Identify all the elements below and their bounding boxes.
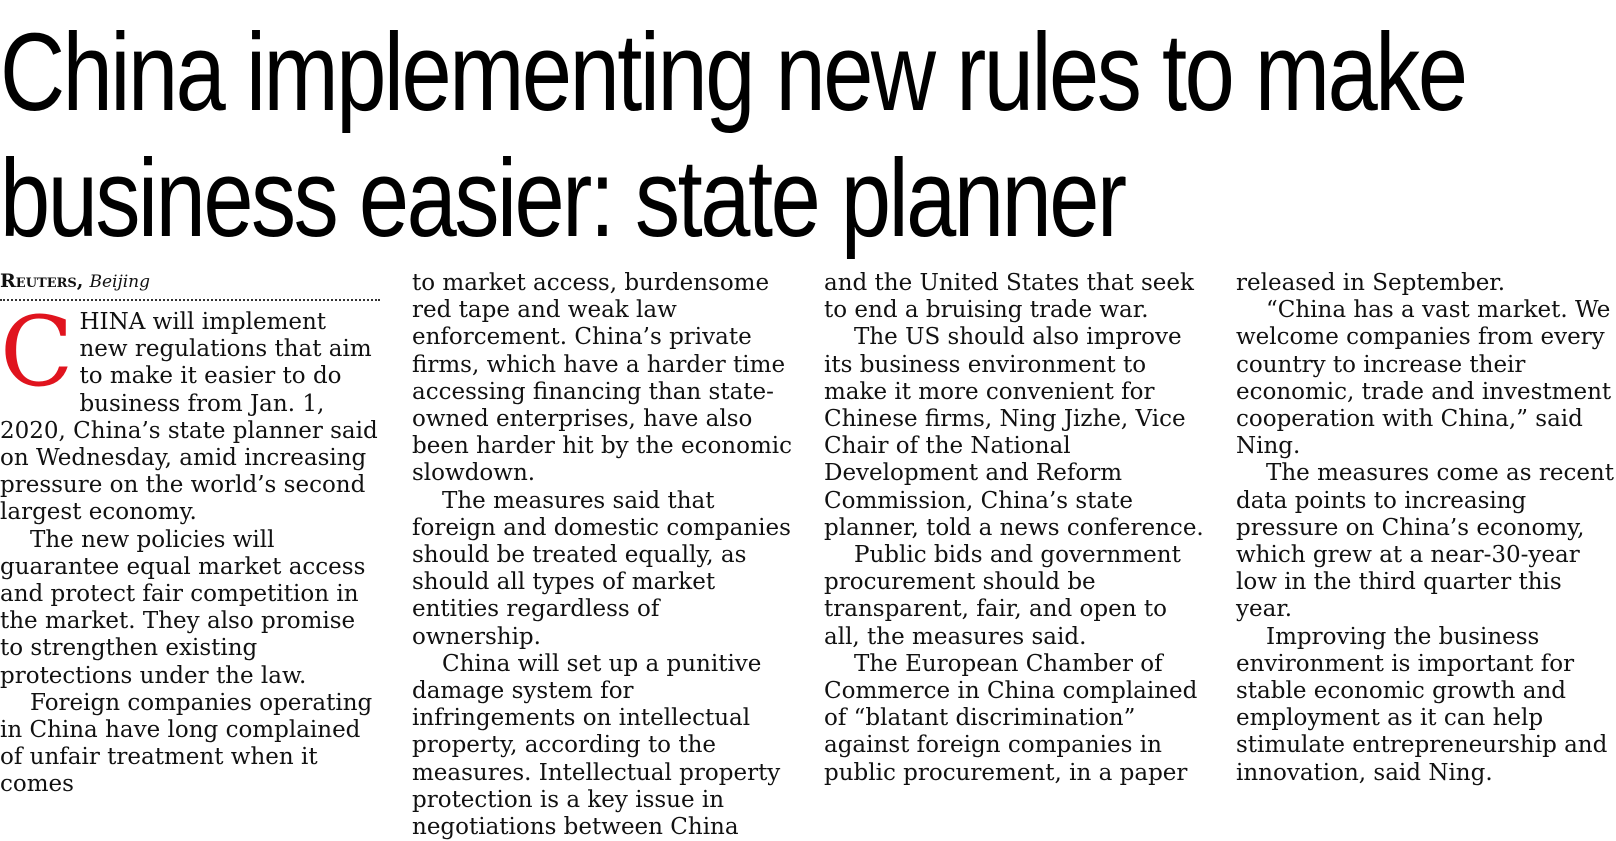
column-1 [0, 270, 380, 798]
column-3 [824, 270, 1204, 788]
paragraph-6: The US should also improve its business environment to make it more convenient for Chinese firms, Ning Jizhe, Vice Chair of the National Development and Reform Commission, China’s state planner, told a news conference. [824, 324, 1204, 541]
paragraph-3-text: Foreign companies operating in China have long complained of unfair treatment when it comes [0, 689, 373, 798]
paragraph-8-start [824, 651, 1204, 787]
drop-cap: C [0, 296, 74, 408]
byline-place: Beijing [89, 272, 151, 292]
paragraph-2: The new policies will guarantee equal market access and protect fair competition in the market. They also promise to strengthen existing protections under the law. [0, 526, 366, 689]
headline-line-1: China implementing new rules to make [0, 11, 1466, 134]
paragraph-7: Public bids and government procurement should be transparent, fair, and open to all, the measures said. [824, 542, 1181, 650]
paragraph-8-continued: released in September. [1236, 270, 1506, 296]
paragraph-4: The measures said that foreign and domestic companies should be treated equally, as should all types of market entities regardless of ownership. [412, 487, 791, 650]
column-4 [1236, 270, 1616, 788]
lead-text: HINA will implement new regulations that aim to make it easier to do business from Jan. 1, 2020, China’s state planner said on Wednesday, amid increasing pressure on the world’s second largest economy. [0, 309, 378, 526]
paragraph-5-continued: and the United States that seek to end a bruising trade war. [824, 270, 1194, 324]
paragraph-8-text: The European Chamber of Commerce in China complained of “blatant discrimination” against foreign companies in public procurement, in a paper [824, 650, 1198, 786]
headline-line-2: business easier: state planner [0, 137, 1125, 260]
paragraph-5-text: China will set up a punitive damage system for infringements on intellectual property, according to the measures. Intellectual property protection is a key issue in negotiations between China [412, 650, 781, 841]
paragraph-3-continued: to market access, burdensome red tape and weak law enforcement. China’s private firms, which have a harder time accessing financing than state-owned enterprises, have also been harder hit by the economic slowdown. [412, 270, 793, 487]
paragraph-5-start [412, 651, 792, 841]
article-body [0, 270, 1614, 841]
headline [0, 10, 1466, 262]
paragraph-11: Improving the business environment is important for stable economic growth and employment as it can help stimulate entrepreneurship and innovation, said Ning. [1236, 623, 1608, 786]
paragraph-10: The measures come as recent data points to increasing pressure on China’s economy, which grew at a near-30-year low in the third quarter this year. [1236, 460, 1614, 623]
byline-agency: Reuters, [0, 270, 84, 292]
column-2 [412, 270, 793, 841]
paragraph-8-end [1236, 270, 1616, 297]
paragraph-9: “China has a vast market. We welcome companies from every country to increase their economic, trade and investment cooperation with China,” said Ning. [1236, 297, 1612, 460]
paragraph-3-end [412, 270, 792, 488]
paragraph-5-end [824, 270, 1204, 324]
lead-paragraph [0, 296, 380, 527]
paragraph-3-start [0, 690, 380, 799]
